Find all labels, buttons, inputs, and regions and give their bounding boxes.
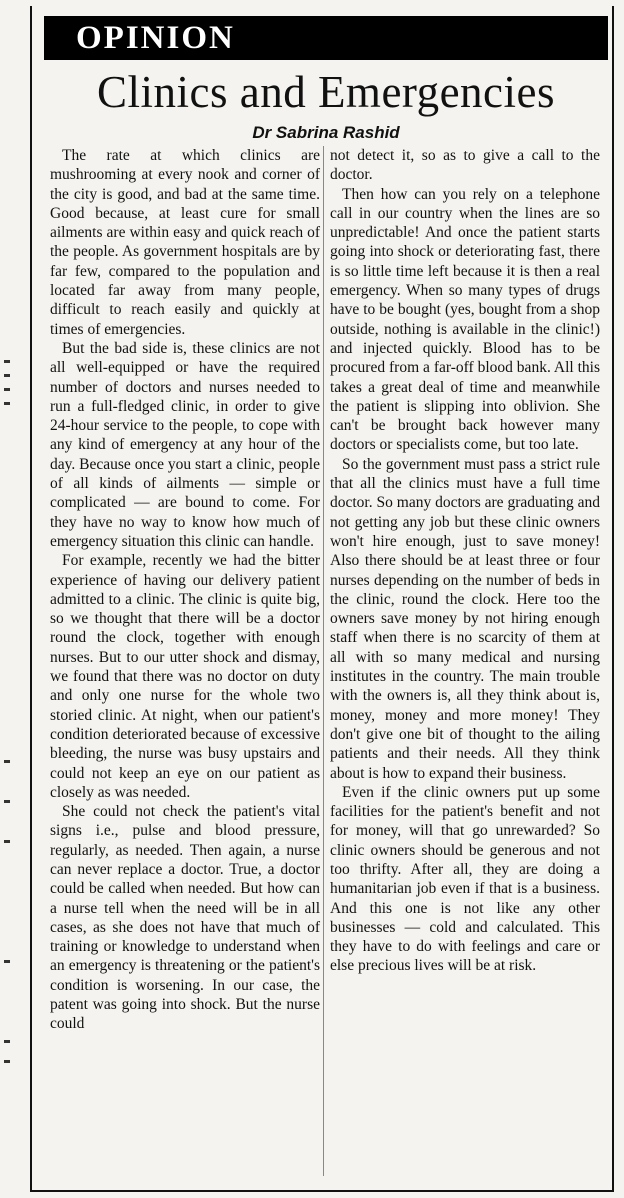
column-divider: [323, 146, 324, 1176]
paragraph-continued: not detect it, so as to give a call to the doctor.: [330, 147, 600, 184]
margin-mark: [4, 388, 10, 391]
paragraph: She could not check the patient's vital signs i.e., pulse and blood pressure, regularly, as needed. Then again, a nurse can never replace a doctor. True, a doctor could be called when needed. But how can a nurse tell when the need will be in all cases, as she does not have that much of training or knowledge to understand when an emergency is threatening or the patient's condition is worsening. In our case, the patent was going into shock. But the nurse could: [50, 803, 320, 1033]
article-headline: Clinics and Emergencies: [96, 67, 556, 117]
paragraph: So the government must pass a strict rule that all the clinics must have a full time doctor. So many doctors are graduating and not getting any job but these clinic owners won't hire enough, just to save money! Also there should be at least three or four nurses depending on the number of beds in the clinic, round the clock. Here too the owners save money by not hiring enough staff when there is no scarcity of them at all with so many medical and nursing institutes in the country. The main trouble with the owners is, all they think about is, money, money and more money! They don't give one bit of thought to the ailing patients and their needs. All they think about is how to expand their business.: [330, 455, 600, 782]
margin-mark: [4, 760, 10, 763]
paragraph: For example, recently we had the bitter experience of having our delivery patient admitted to a clinic. The clinic is quite big, so we thought that there will be a doctor round the clock, together with enough nurses. But to our utter shock and dismay, we found that there was no doctor on duty and only one nurse for the whole two storied clinic. At night, when our patient's condition deteriorated because of excessive bleeding, the nurse was busy upstairs and could not keep an eye on our patient as closely as was needed.: [50, 552, 320, 801]
margin-mark: [4, 374, 10, 377]
article-byline: Dr Sabrina Rashid: [252, 123, 400, 142]
article-column-left: [50, 146, 320, 1034]
paragraph: Then how can you rely on a telephone call in our country when the lines are so unpredictable! And once the patient starts going into shock or deteriorating fast, there is so little time left because it is then a real emergency. When so many types of drugs have to be bought (yes, bought from a shop outside, nothing is available in the clinic!) and injected quickly. Blood has to be procured from a far-off blood bank. All this takes a great deal of time and meanwhile the patient is slipping into oblivion. She can't be brought back however many doctors or specialists come, but too late.: [330, 185, 600, 454]
margin-mark: [4, 800, 10, 803]
paragraph: Even if the clinic owners put up some facilities for the patient's benefit and not for money, will that go unrewarded? So clinic owners should be generous and not too thrifty. After all, they are doing a humanitarian job even if that is a business. And this one is not like any other businesses — cold and calculated. This they have to do with feelings and care or else precious lives will be at risk.: [330, 783, 600, 975]
margin-mark: [4, 960, 10, 963]
margin-mark: [4, 1060, 10, 1063]
paragraph: But the bad side is, these clinics are not all well-equipped or have the required number of doctors and nurses needed to run a full-fledged clinic, in order to give 24-hour service to the people, to cope with any kind of emergency at any hour of the day. Because once you start a clinic, people of all kinds of ailments — simple or complicated — are bound to come. For they have no way to know how much of emergency situation this clinic can handle.: [50, 339, 320, 550]
section-banner: OPINION: [44, 16, 608, 60]
adjacent-column-edge: [0, 0, 28, 1198]
margin-mark: [4, 360, 10, 363]
margin-mark: [4, 840, 10, 843]
margin-mark: [4, 1040, 10, 1043]
article-column-right: [330, 146, 600, 976]
margin-mark: [4, 402, 10, 405]
paragraph: The rate at which clinics are mushrooming at every nook and corner of the city is good, and bad at the same time. Good because, at least cure for small ailments are within easy and quick reach of the people. As government hospitals are by far few, compared to the population and located far away from many people, difficult to reach easily and quickly at times of emergencies.: [50, 147, 320, 338]
